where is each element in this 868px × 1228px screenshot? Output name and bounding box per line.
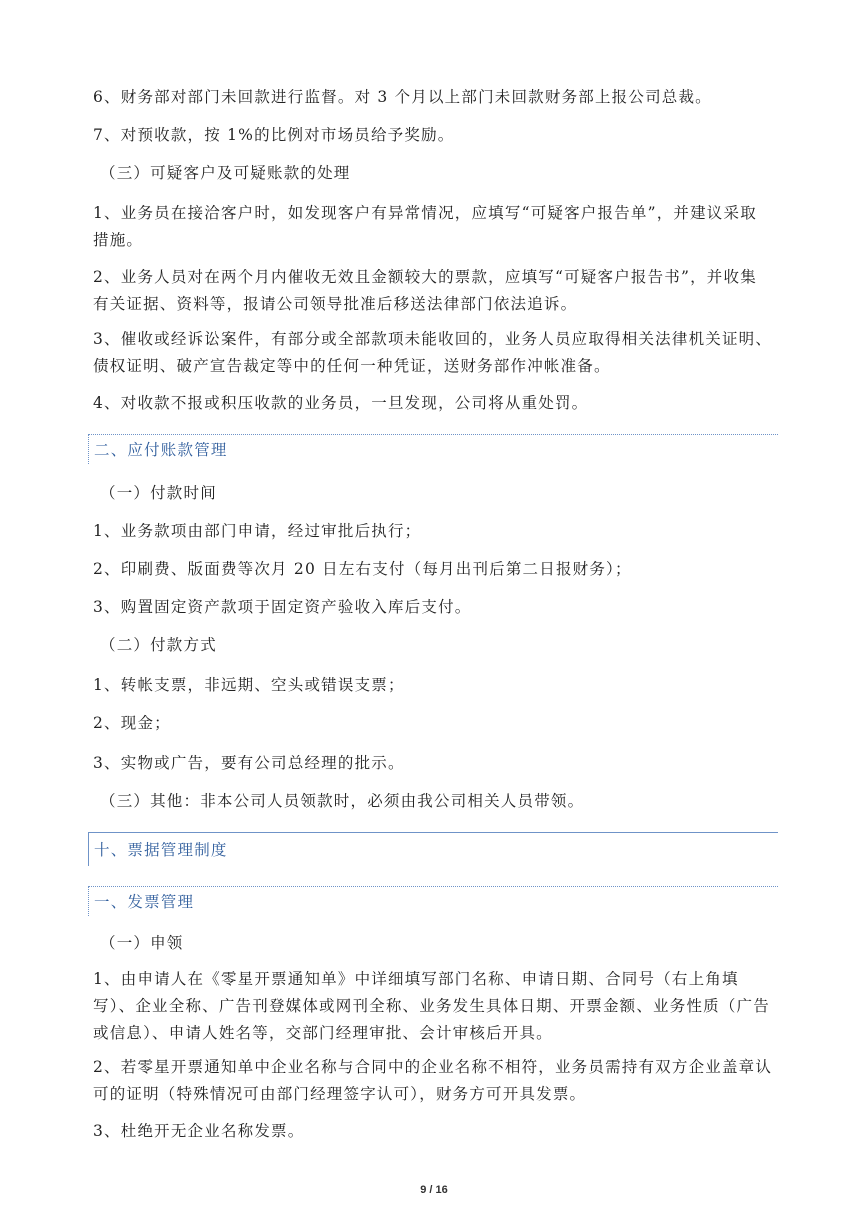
payment-method-item-1: 1、转帐支票，非远期、空头或错误支票； bbox=[93, 676, 405, 694]
page-number: 9 / 16 bbox=[420, 1184, 448, 1196]
payment-time-item-1: 1、业务款项由部门申请，经过审批后执行； bbox=[93, 522, 422, 540]
chapter-heading-invoice-rules: 十、票据管理制度 bbox=[88, 832, 778, 866]
subheading-payment-method: （二）付款方式 bbox=[100, 636, 217, 654]
payment-time-item-2: 2、印刷费、版面费等次月 20 日左右支付（每月出刊后第二日报财务）； bbox=[93, 560, 632, 578]
paragraph-suspicious-2: 2、业务人员对在两个月内催收无效且金额较大的票款，应填写“可疑客户报告书”，并收集有关证据、资料等，报请公司领导批准后移送法律部门依法追诉。 bbox=[93, 268, 757, 313]
section-heading-payables: 二、应付账款管理 bbox=[88, 434, 778, 464]
payment-time-item-3: 3、购置固定资产款项于固定资产验收入库后支付。 bbox=[93, 598, 472, 616]
invoice-apply-item-3: 3、杜绝开无企业名称发票。 bbox=[93, 1122, 305, 1140]
payment-other-note: （三）其他：非本公司人员领款时，必须由我公司相关人员带领。 bbox=[100, 792, 585, 810]
paragraph-suspicious-4: 4、对收款不报或积压收款的业务员，一旦发现，公司将从重处罚。 bbox=[93, 394, 589, 412]
paragraph-suspicious-1: 1、业务员在接洽客户时，如发现客户有异常情况，应填写“可疑客户报告单”，并建议采取措施。 bbox=[93, 204, 757, 249]
payment-method-item-3: 3、实物或广告，要有公司总经理的批示。 bbox=[93, 754, 405, 772]
paragraph-item-6: 6、财务部对部门未回款进行监督。对 3 个月以上部门未回款财务部上报公司总裁。 bbox=[93, 88, 712, 106]
subheading-payment-time: （一）付款时间 bbox=[100, 484, 217, 502]
invoice-apply-item-2: 2、若零星开票通知单中企业名称与合同中的企业名称不相符，业务员需持有双方企业盖章认可的证明（特殊情况可由部门经理签字认可），财务方可开具发票。 bbox=[93, 1058, 773, 1103]
payment-method-item-2: 2、现金； bbox=[93, 714, 171, 732]
paragraph-suspicious-3: 3、催收或经诉讼案件，有部分或全部款项未能收回的，业务人员应取得相关法律机关证明、债权证明、破产宣告裁定等中的任何一种凭证，送财务部作冲帐准备。 bbox=[93, 330, 773, 375]
invoice-apply-item-1: 1、由申请人在《零星开票通知单》中详细填写部门名称、申请日期、合同号（右上角填写）、企业全称、广告刊登媒体或网刊全称、业务发生具体日期、开票金额、业务性质（广告或信息）、申请人姓名等，交部门经理审批、会计审核后开具。 bbox=[93, 970, 770, 1042]
paragraph-item-7: 7、对预收款，按 1%的比例对市场员给予奖励。 bbox=[93, 126, 455, 144]
subheading-suspicious-clients: （三）可疑客户及可疑账款的处理 bbox=[100, 164, 351, 182]
subheading-apply: （一）申领 bbox=[100, 934, 184, 952]
section-heading-invoice: 一、发票管理 bbox=[88, 886, 778, 916]
